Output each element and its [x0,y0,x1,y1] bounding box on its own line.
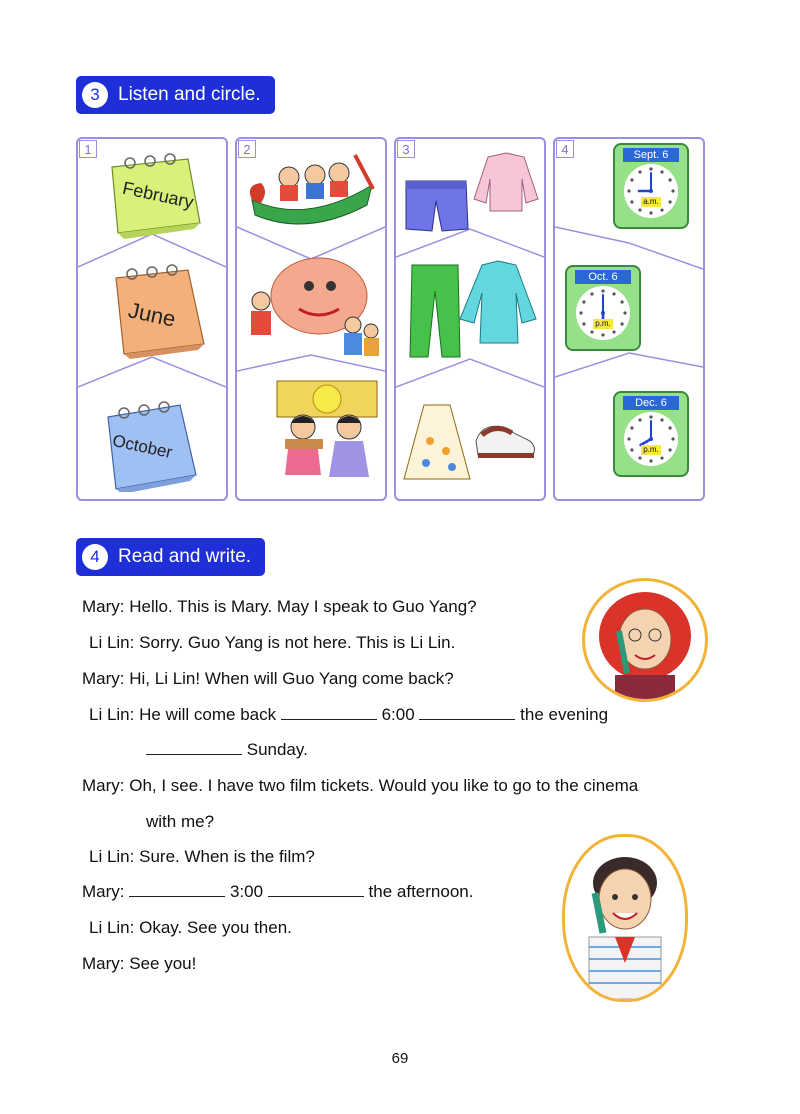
dialogue-line [82,776,638,796]
clock-tick [601,289,604,292]
clock-tick [638,208,641,211]
section-3-number: 3 [82,82,108,108]
dialogue-line [89,918,292,938]
girl-on-phone-illustration [585,581,705,699]
line-text: Hi, Li Lin! When will Guo Yang come back? [129,669,454,688]
section-4-header [76,538,265,576]
clock-center [649,189,653,193]
line-text: Hello. This is Mary. May I speak to Guo Yang? [129,597,477,616]
clock-tick [668,178,671,181]
clock-tick [638,170,641,173]
line-text: Sorry. Guo Yang is not here. This is Li Lin. [139,633,456,652]
clock-hands [576,286,630,340]
calendar-label: June [126,297,178,332]
answer-blank[interactable] [146,740,242,755]
clock-tick [579,311,582,314]
pants-icon[interactable] [408,261,462,361]
clock-hands [624,164,678,218]
calendar-june[interactable] [108,264,208,364]
coat-icon[interactable] [458,259,540,349]
mary-portrait [582,578,708,702]
boy-on-phone-illustration [565,837,685,999]
panel-4 [553,137,705,501]
clock-tick [620,300,623,303]
section-4-number: 4 [82,544,108,570]
clock-tick [671,437,674,440]
speaker: Mary: [82,882,125,901]
clock-center [649,437,653,441]
line-text: with me? [146,812,215,831]
clock-date: Sept. 6 [623,148,679,162]
speaker: Mary: [82,776,125,795]
speaker: Li Lin: [89,918,135,937]
children-festival-illustration[interactable] [273,379,379,491]
calendar-label: February [120,177,196,213]
clock-date: Dec. 6 [623,396,679,410]
jacket-icon[interactable] [472,149,540,215]
speaker: Li Lin: [89,847,135,866]
panel-1 [76,137,228,501]
clock-tick [638,418,641,421]
clock-tick [620,322,623,325]
section-4-title: Read and write. [118,546,252,567]
line-text: the afternoon. [368,882,474,901]
dragon-boat-illustration[interactable] [247,145,377,229]
clock-tick [627,189,630,192]
clock-tick [612,292,615,295]
speaker: Mary: [82,669,125,688]
line-text: Oh, I see. I have two film tickets. Would you like to go to the cinema [129,776,639,795]
dialogue-line [89,633,455,653]
clock-tick [649,459,652,462]
panel-number: 2 [238,140,256,158]
calendar-february[interactable] [104,153,204,246]
clock-tick [638,456,641,459]
clock[interactable] [565,265,641,351]
dialogue-line [89,705,608,725]
speaker: Li Lin: [89,705,135,724]
clock-tick [660,170,663,173]
clock-tick [612,330,615,333]
clock-date: Oct. 6 [575,270,631,284]
line-text: Sunday. [246,740,308,759]
dialogue-line [82,669,454,689]
clock-tick [668,448,671,451]
clock[interactable] [613,143,689,229]
clock-center [601,311,605,315]
sneakers-icon[interactable] [472,415,540,463]
page-number: 69 [391,1050,409,1067]
dialogue-line [82,597,477,617]
clock-tick [630,448,633,451]
clock-tick [660,456,663,459]
dialogue-line [89,847,315,867]
clock-tick [582,300,585,303]
answer-blank[interactable] [268,882,364,897]
shorts-icon[interactable] [402,175,470,235]
clock[interactable] [613,391,689,477]
dialogue-line [146,812,214,832]
panel-number: 3 [397,140,415,158]
clock-tick [623,311,626,314]
clock-tick [660,418,663,421]
clock-ampm: p.m. [593,319,613,329]
clock-ampm: a.m. [641,197,661,207]
clock-tick [630,200,633,203]
answer-blank[interactable] [129,882,225,897]
clock-tick [590,330,593,333]
line-text: Okay. See you then. [139,918,292,937]
answer-blank[interactable] [281,705,377,720]
li-lin-portrait [562,834,688,1002]
answer-blank[interactable] [419,705,515,720]
clock-tick [630,178,633,181]
line-text: Sure. When is the film? [139,847,315,866]
clock-tick [601,333,604,336]
speaker: Li Lin: [89,633,135,652]
line-text: 6:00 [381,705,415,724]
clock-tick [668,426,671,429]
lion-dance-illustration[interactable] [239,251,383,361]
speaker: Mary: [82,597,125,616]
dialogue-line [146,740,308,760]
panel-2 [235,137,387,501]
clock-tick [627,437,630,440]
line-text: 3:00 [229,882,264,901]
clock-tick [649,415,652,418]
section-3-header [76,76,275,114]
dress-icon[interactable] [400,401,474,483]
calendar-label: October [110,430,174,463]
clock-tick [630,426,633,429]
panel-3 [394,137,546,501]
clock-tick [668,200,671,203]
section-3-title: Listen and circle. [118,84,261,105]
line-text: the evening [520,705,609,724]
dialogue-line [82,954,196,974]
clock-tick [649,211,652,214]
speaker: Mary: [82,954,125,973]
clock-tick [660,208,663,211]
line-text: See you! [129,954,197,973]
clock-tick [590,292,593,295]
clock-ampm: p.m. [641,445,661,455]
clock-hands [624,412,678,466]
line-text: He will come back [139,705,277,724]
clock-tick [582,322,585,325]
clock-tick [649,167,652,170]
panel-number: 4 [556,140,574,158]
panel-number: 1 [79,140,97,158]
clock-tick [671,189,674,192]
calendar-october[interactable] [102,397,202,497]
dialogue-line [82,882,473,902]
